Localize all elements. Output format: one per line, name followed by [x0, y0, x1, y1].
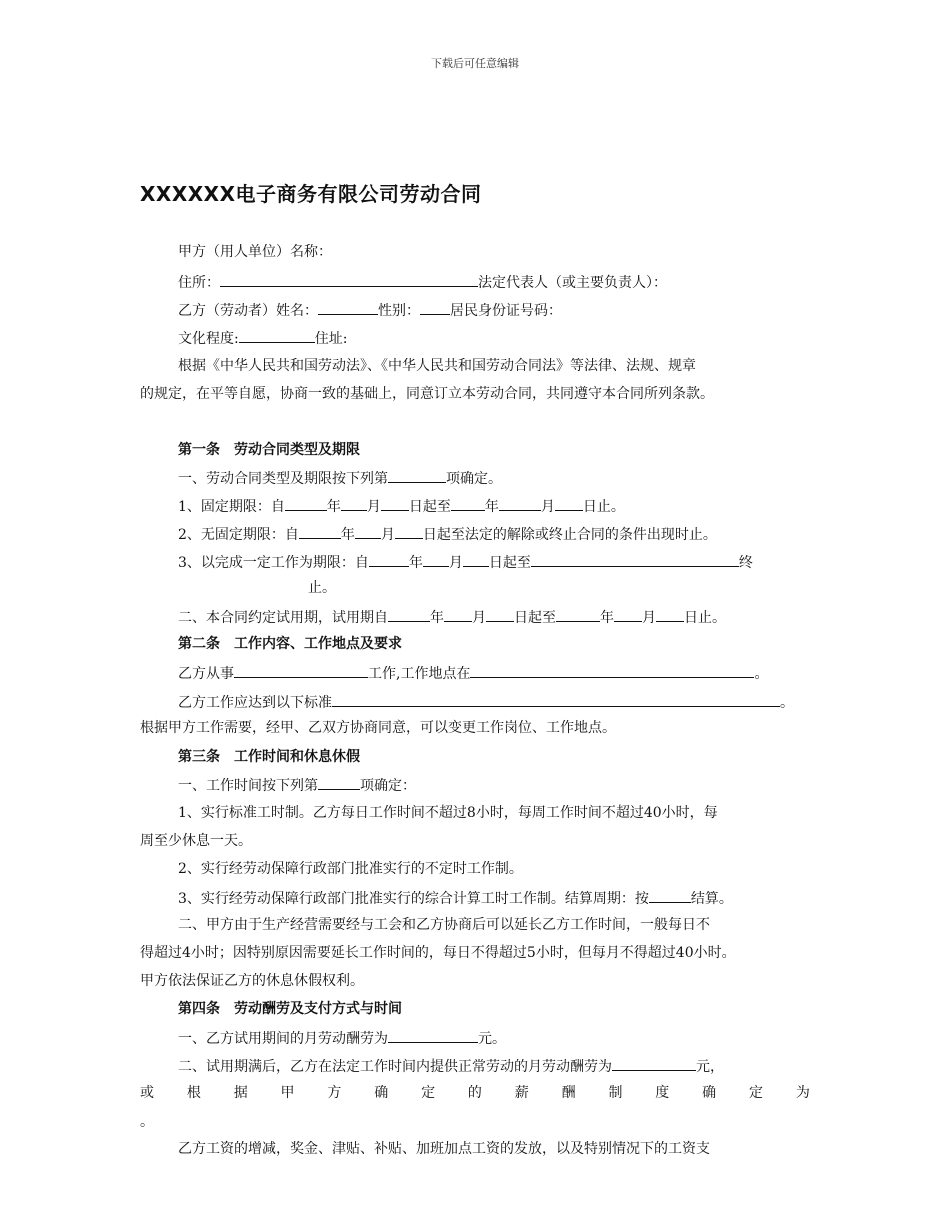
blank[interactable] [531, 551, 739, 567]
blank[interactable] [369, 551, 409, 567]
s1-fixed-term-line: 1、固定期限：自 年 月 日起至 年 月 日止。 [178, 495, 625, 517]
s3-overtime-1: 二、甲方由于生产经营需要经与工会和乙方协商后可以延长乙方工作时间，一般每日不 [178, 917, 710, 933]
s1-task-term-end: 止。 [308, 580, 336, 596]
s3-overtime-2: 得超过4小时；因特别原因需要延长工作时间的，每日不得超过5小时，但每月不得超过40小时。 [140, 945, 736, 961]
char: 度 [655, 1085, 670, 1101]
char: 甲 [280, 1085, 295, 1101]
section-1-title: 第一条 劳动合同类型及期限 [178, 442, 360, 458]
location-blank[interactable] [470, 662, 754, 678]
intro-line-1: 根据《中华人民共和国劳动法》、《中华人民共和国劳动合同法》等法律、法规、规章 [178, 358, 696, 374]
char: 方 [327, 1085, 342, 1101]
gender-blank[interactable] [420, 299, 450, 315]
type-blank[interactable] [388, 467, 446, 483]
standard-blank[interactable] [332, 691, 780, 707]
s1-type-line: 一、劳动合同类型及期限按下列第 项确定。 [178, 467, 502, 489]
blank[interactable] [388, 606, 430, 622]
s2-standard-line: 乙方工作应达到以下标准 。 [178, 691, 794, 713]
document-title: XXXXXX电子商务有限公司劳动合同 [140, 182, 482, 206]
s3-standard-hours-1: 1、实行标准工时制。乙方每日工作时间不超过8小时，每周工作时间不超过40小时，每 [178, 805, 718, 821]
blank[interactable] [318, 774, 360, 790]
address-blank[interactable] [220, 271, 478, 287]
education-blank[interactable] [239, 327, 315, 343]
page-header: 下载后可任意编辑 [431, 57, 519, 70]
s3-hours-line: 一、工作时间按下列第 项确定： [178, 774, 416, 796]
blank[interactable] [285, 495, 327, 511]
probation-pay-blank[interactable] [388, 1027, 478, 1043]
blank[interactable] [556, 606, 600, 622]
s1-task-term-line: 3、以完成一定工作为期限：自 年 月 日起至 终 [178, 551, 753, 573]
section-3-title: 第三条 工作时间和休息休假 [178, 749, 360, 765]
s1-open-term-line: 2、无固定期限：自 年 月 日起至法定的解除或终止合同的条件出现时止。 [178, 523, 717, 545]
party-b-line: 乙方（劳动者）姓名： 性别： 居民身份证号码： [178, 299, 562, 321]
s2-change-line: 根据甲方工作需要，经甲、乙双方协商同意，可以变更工作岗位、工作地点。 [140, 720, 616, 736]
blank[interactable] [381, 495, 409, 511]
blank[interactable] [656, 606, 684, 622]
job-blank[interactable] [234, 662, 368, 678]
blank[interactable] [486, 606, 514, 622]
blank[interactable] [614, 606, 642, 622]
char: 据 [233, 1085, 248, 1101]
char: 或 [140, 1085, 154, 1101]
s4-probation-pay: 一、乙方试用期间的月劳动酬劳为 元。 [178, 1027, 506, 1049]
party-a-line: 甲方（用人单位）名称： [178, 244, 332, 260]
s2-job-line: 乙方从事 工作,工作地点在 。 [178, 662, 768, 684]
blank[interactable] [499, 495, 541, 511]
blank[interactable] [451, 495, 485, 511]
s4-salary-system-line [140, 1083, 810, 1103]
blank[interactable] [355, 523, 381, 539]
section-2-title: 第二条 工作内容、工作地点及要求 [178, 636, 402, 652]
period-blank[interactable] [649, 887, 691, 903]
char: 薪 [514, 1085, 529, 1101]
blank[interactable] [341, 495, 367, 511]
blank[interactable] [463, 551, 489, 567]
char: 定 [421, 1085, 436, 1101]
blank[interactable] [299, 523, 341, 539]
blank[interactable] [444, 606, 472, 622]
s4-salary-changes: 乙方工资的增减，奖金、津贴、补贴、加班加点工资的发放，以及特别情况下的工资支 [178, 1141, 710, 1157]
intro-line-2: 的规定，在平等自愿，协商一致的基础上，同意订立本劳动合同，共同遵守本合同所列条款。 [140, 386, 714, 402]
blank[interactable] [395, 523, 423, 539]
s3-comprehensive-hours: 3、实行经劳动保障行政部门批准实行的综合计算工时工作制。结算周期：按 结算。 [178, 887, 733, 909]
section-4-title: 第四条 劳动酬劳及支付方式与时间 [178, 1001, 402, 1017]
name-blank[interactable] [318, 299, 378, 315]
education-line: 文化程度: 住址: [178, 327, 347, 349]
s1-probation-line: 二、本合同约定试用期，试用期自 年 月 日起至 年 月 日止。 [178, 606, 726, 628]
char: 酬 [561, 1085, 576, 1101]
char: 确 [374, 1085, 389, 1101]
char: 制 [608, 1085, 623, 1101]
char: 定 [748, 1085, 763, 1101]
char: 的 [467, 1085, 482, 1101]
char: 为 [795, 1085, 810, 1101]
s4-regular-pay: 二、试用期满后，乙方在法定工作时间内提供正常劳动的月劳动酬劳为 元， [178, 1055, 724, 1077]
s3-flexible-hours: 2、实行经劳动保障行政部门批准实行的不定时工作制。 [178, 861, 523, 877]
s3-overtime-3: 甲方依法保证乙方的休息休假权利。 [140, 973, 364, 989]
char: 根 [186, 1085, 201, 1101]
address-line: 住所： 法定代表人（或主要负责人）： [178, 271, 667, 293]
s3-standard-hours-2: 周至少休息一天。 [140, 833, 252, 849]
regular-pay-blank[interactable] [612, 1055, 696, 1071]
blank[interactable] [555, 495, 583, 511]
char: 确 [702, 1085, 717, 1101]
blank[interactable] [423, 551, 449, 567]
s4-period-mark: 。 [140, 1114, 154, 1130]
